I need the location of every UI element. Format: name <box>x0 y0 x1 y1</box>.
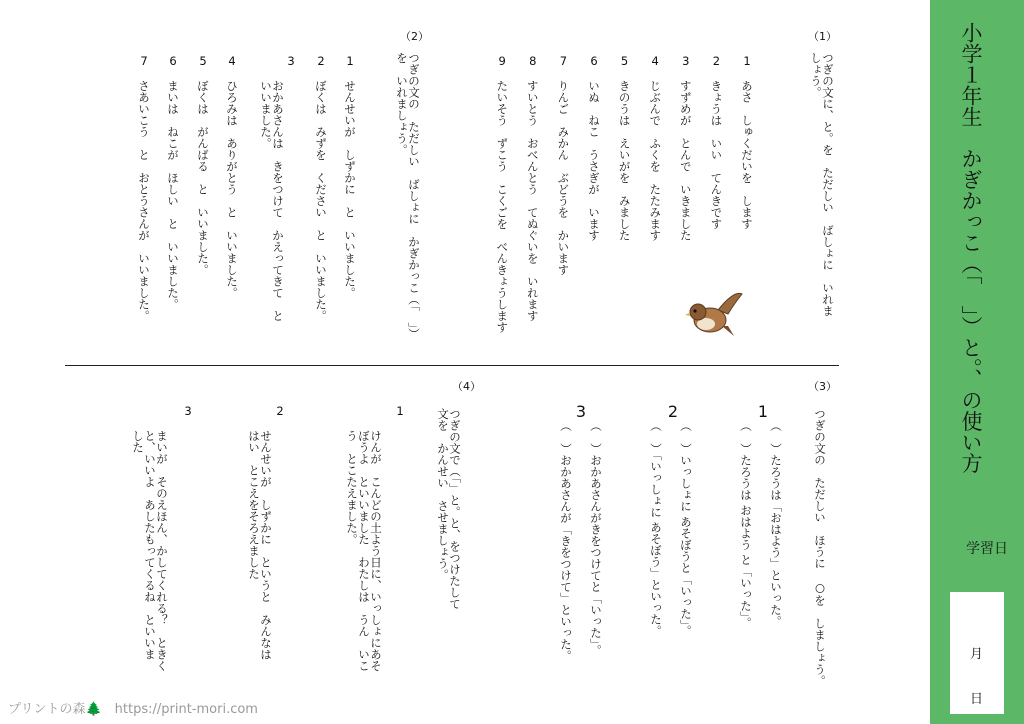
section1-item-text: あさ しゅくだいを します <box>740 80 754 230</box>
month-label: 月 <box>970 647 984 662</box>
section2-item-text: さあいこう と おとうさんが いいました。 <box>137 80 151 322</box>
section3-option-a: （ ）いっしょに あそぼうと「いった」。 <box>679 420 693 637</box>
section4-item-number: 1 <box>396 404 404 418</box>
section1-label: （1） <box>808 30 837 43</box>
section2-item-text: まいは ねこが ほしい と いいました。 <box>166 80 180 310</box>
section3-instruction: つぎの文の ただしい ほうに ○を しましょう。 <box>813 408 827 687</box>
section2-item-number: 2 <box>317 54 325 68</box>
section4-item-text: まいが そのえほん、かしてくれる？ ときく と、いいよ あしたもってくるね といいま した <box>131 430 169 672</box>
section4-instruction: つぎの文で（「」と。と、をつけたして 文を かんせい させましょう。 <box>436 408 462 610</box>
section1-item-text: すずめが とんで いきました <box>678 80 693 241</box>
sparrow-icon <box>684 290 746 340</box>
section1-item-number: 9 <box>498 54 506 68</box>
section1-item-text: じぶんで ふくを たたみます <box>648 80 663 241</box>
worksheet-title: 小学１年生 かぎかっこ（「 」）と。、の使い方 <box>959 22 983 474</box>
section2-item-text: おかあさんは きをつけて かえってきて と いいました。 <box>259 80 285 322</box>
section1-item-number: 3 <box>682 54 690 68</box>
section1-item-text: たいそう ずこう こくごを べんきょうします <box>495 80 510 333</box>
section3-option-b: （ ）「いっしょに あそぼう」といった。 <box>649 420 663 637</box>
section1-item-number: 7 <box>559 54 568 68</box>
section3-item-number: 3 <box>575 402 587 421</box>
section2-item-text: ぼくは がんばる と いいました。 <box>196 80 210 276</box>
section4-item-number: 3 <box>184 404 192 418</box>
section1-item-number: 4 <box>651 54 659 68</box>
section3-option-b: （ ）たろうは おはよう と「いった」。 <box>739 420 753 629</box>
date-label: 学習日 <box>966 541 1008 557</box>
section4-item-text: けんが こんどの土よう日に、いっしょにあそ ぼうよ といいました わたしは うん いこ う とこたえました。 <box>345 430 383 672</box>
section1-item-text: きのうは えいがを みました <box>617 80 632 241</box>
section2-instruction: つぎの文の ただしい ばしょに かぎかっこ（「 」） を いれましょう。 <box>395 52 421 340</box>
section1-item-text: いぬ ねこ うさぎが います <box>587 80 601 241</box>
section3-option-a: （ ）おかあさんがきをつけてと「いった」。 <box>589 420 603 656</box>
section2-item-number: 7 <box>140 54 148 68</box>
section3-item-number: 2 <box>667 402 679 421</box>
section3-option-a: （ ）たろうは「おはよう」といった。 <box>769 420 783 627</box>
section1-instruction: つぎの文に、と。を ただしい ばしょに いれま しょう。 <box>809 52 835 317</box>
section1-item-text: すいとう おべんとう てぬぐいを いれます <box>525 80 540 322</box>
footer-brand: プリントの森🌲 https://print-mori.com <box>8 702 258 717</box>
section4-label: （4） <box>452 380 481 393</box>
section4-item-text: せんせいが しずかに というと みんなは はい とこえをそろえました <box>247 430 273 660</box>
section1-item-number: 6 <box>590 54 598 68</box>
section1-item-text: りんご みかん ぶどうを かいます <box>556 80 571 276</box>
section1-item-number: 8 <box>529 54 537 68</box>
section3-item-number: 1 <box>757 402 769 421</box>
day-label: 日 <box>970 692 984 707</box>
section1-item-number: 1 <box>743 54 751 68</box>
section3-option-b: （ ）おかあさんが「きをつけて」といった。 <box>559 420 573 662</box>
section1-item-number: 5 <box>620 54 629 68</box>
section3-label: （3） <box>808 380 837 393</box>
section2-item-text: ひろみは ありがとう と いいました。 <box>225 80 239 299</box>
section1-item-text: きょうは いい てんきです <box>709 80 724 230</box>
section1-item-number: 2 <box>712 54 721 68</box>
section-divider <box>65 365 839 366</box>
section2-item-number: 6 <box>169 54 177 68</box>
section2-item-number: 3 <box>287 54 295 68</box>
section2-item-text: せんせいが しずかに と いいました。 <box>343 80 357 299</box>
section2-item-number: 4 <box>228 54 236 68</box>
section2-item-number: 5 <box>199 54 207 68</box>
section4-item-number: 2 <box>276 404 284 418</box>
section2-item-number: 1 <box>346 54 354 68</box>
section2-label: （2） <box>400 30 429 43</box>
section2-item-text: ぼくは みずを ください と いいました。 <box>314 80 328 322</box>
